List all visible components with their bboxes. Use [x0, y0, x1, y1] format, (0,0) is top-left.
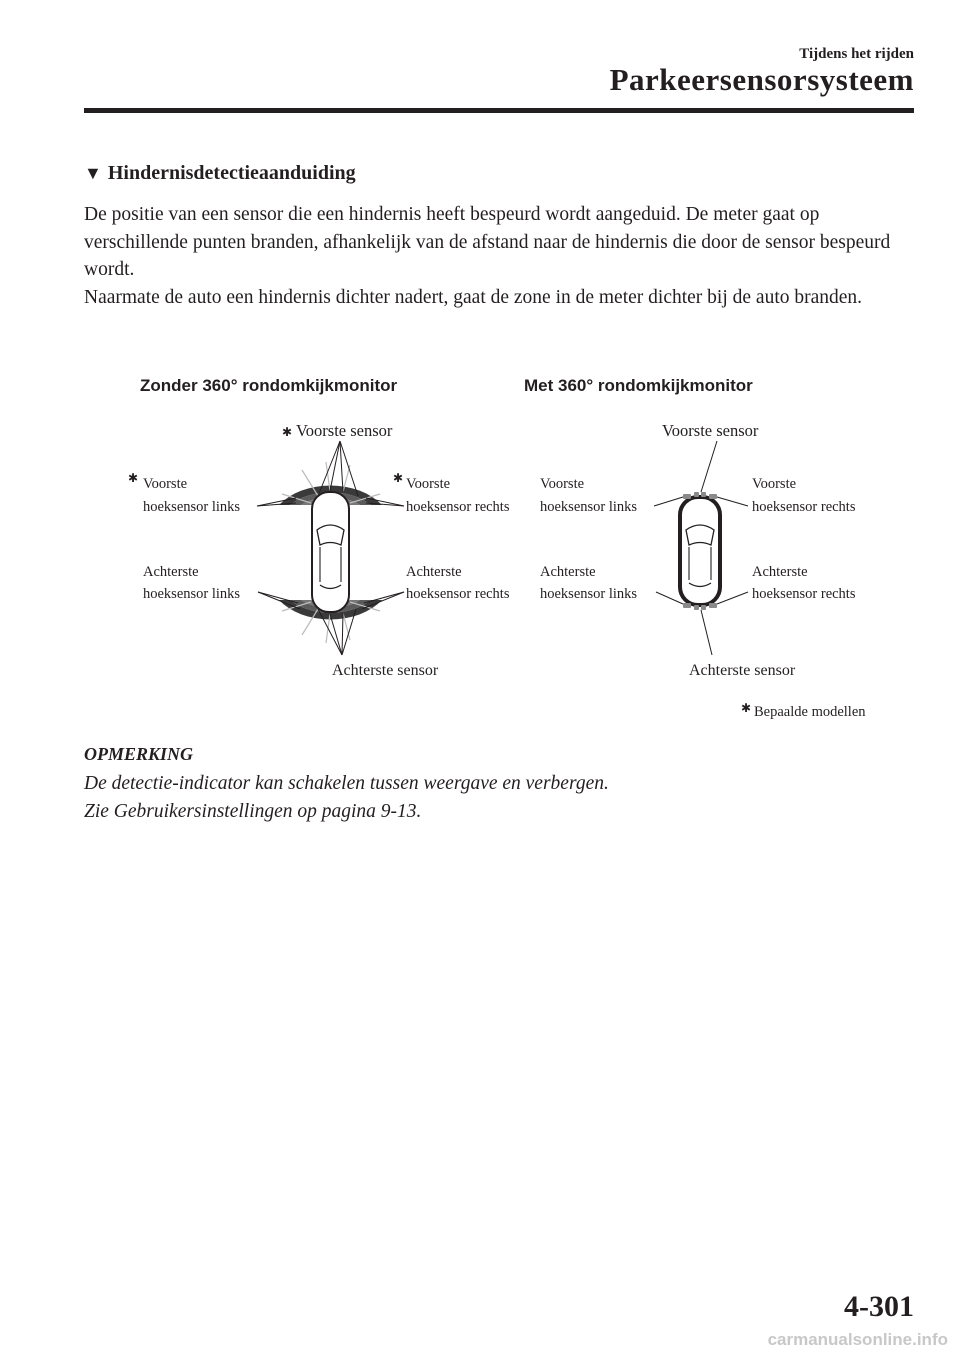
note-line-2: Zie Gebruikersinstellingen op pagina 9-13. [84, 801, 422, 822]
left-front-corner-right-line1: Voorste [406, 476, 451, 492]
body-paragraph-2: Naarmate de auto een hindernis dichter nadert, gaat de zone in de meter dichter bij de auto branden. [84, 286, 863, 308]
left-rear-sensor-label: Achterste sensor [332, 662, 439, 679]
right-front-corner-right-line2: hoeksensor rechts [752, 499, 856, 515]
right-rear-sensor-label: Achterste sensor [689, 662, 796, 679]
figure-title-left: Zonder 360° rondomkijkmonitor [140, 376, 398, 395]
right-front-sensor-label: Voorste sensor [662, 421, 759, 440]
left-front-corner-left-line2: hoeksensor links [143, 499, 241, 515]
footnote-asterisk: ✱ [741, 701, 752, 715]
left-rear-corner-left-line2: hoeksensor links [143, 586, 241, 602]
right-rear-corner-right-line1: Achterste [752, 564, 808, 580]
car-icon-360 [680, 492, 720, 610]
left-rear-corner-left-line1: Achterste [143, 564, 199, 580]
left-front-sensor-label: Voorste sensor [296, 421, 393, 440]
footnote-text: Bepaalde modellen [754, 704, 866, 720]
right-diagram [540, 421, 866, 720]
note-title: OPMERKING [84, 744, 194, 764]
body-paragraph-1: De positie van een sensor die een hindernis heeft bespeurd wordt aangeduid. De meter gaat op verschillende punten branden, afhankelijk van de afstand naar de hindernis die door de sensor bespeurd wordt. [84, 204, 891, 280]
right-rear-corner-left-line2: hoeksensor links [540, 586, 638, 602]
left-rear-corner-right-line1: Achterste [406, 564, 462, 580]
left-diagram [128, 421, 510, 679]
section-title: Parkeersensorsysteem [609, 62, 914, 97]
watermark: carmanualsonline.info [767, 1330, 948, 1349]
left-front-corner-left-asterisk: ✱ [128, 471, 139, 485]
right-rear-corner-right-line2: hoeksensor rechts [752, 586, 856, 602]
note-line-1: De detectie-indicator kan schakelen tussen weergave en verbergen. [84, 773, 609, 794]
figure-title-right: Met 360° rondomkijkmonitor [524, 376, 753, 395]
left-front-corner-right-asterisk: ✱ [393, 471, 404, 485]
left-front-corner-left-line1: Voorste [143, 476, 188, 492]
left-rear-corner-right-line2: hoeksensor rechts [406, 586, 510, 602]
right-front-corner-left-line1: Voorste [540, 476, 585, 492]
right-rear-corner-left-line1: Achterste [540, 564, 596, 580]
subheading-text: Hindernisdetectieaanduiding [107, 162, 356, 184]
left-front-corner-right-line2: hoeksensor rechts [406, 499, 510, 515]
right-front-corner-left-line2: hoeksensor links [540, 499, 638, 515]
right-front-corner-right-line1: Voorste [752, 476, 797, 492]
car-icon [312, 492, 349, 612]
triangle-marker-icon: ▼ [84, 163, 102, 183]
chapter-title: Tijdens het rijden [799, 46, 914, 62]
left-front-sensor-asterisk: ✱ [282, 425, 293, 439]
page-number: 4-301 [844, 1290, 914, 1323]
note-text [84, 770, 609, 826]
